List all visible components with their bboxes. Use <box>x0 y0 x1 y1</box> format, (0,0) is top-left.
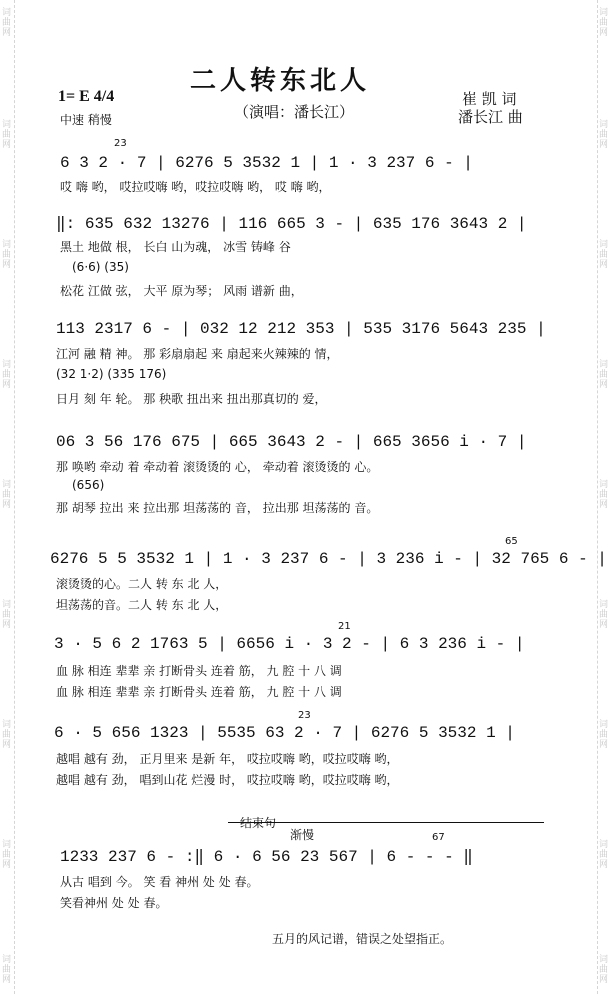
lyric-line: 坦荡荡的音。二人 转 东 北 人， <box>56 598 228 612</box>
lyric-line: 那 唤哟 牵动 着 牵动着 滚烫烫的 心， 牵动着 滚烫烫的 心。 <box>56 460 379 474</box>
grace-note: 67 <box>432 832 445 843</box>
composer-credit: 潘长江 曲 <box>458 108 523 126</box>
footer-note: 五月的风记谱，错误之处望指正。 <box>272 932 453 946</box>
watermark-right: 词曲网 <box>599 840 609 870</box>
lyricist-credit: 崔 凯 词 <box>462 90 517 108</box>
watermark-left: 词曲网 <box>2 8 12 38</box>
lyric-paren-notes: (656) <box>72 478 105 492</box>
lyric-line: 越唱 越有 劲， 唱到山花 烂漫 时， 哎拉哎嗨 哟，哎拉哎嗨 哟， <box>56 773 399 787</box>
lyric-paren-notes: (6·6) (35) <box>72 260 129 274</box>
lyric-line: 越唱 越有 劲， 正月里来 是新 年， 哎拉哎嗨 哟，哎拉哎嗨 哟， <box>56 752 399 766</box>
right-dashed-border <box>597 0 598 994</box>
notation-line: 6 3 2 · 7 | 6276 5 3532 1 | 1 · 3 237 6 - | <box>60 154 473 172</box>
grace-note: 65 <box>505 536 518 547</box>
lyric-paren-notes: (32 1·2) (335 176) <box>56 367 167 381</box>
lyric-line: 血 脉 相连 辈辈 亲 打断骨头 连着 筋， 九 腔 十 八 调 <box>56 664 342 678</box>
watermark-right: 词曲网 <box>599 955 609 985</box>
tempo-marking: 中速 稍慢 <box>60 113 112 127</box>
notation-line: 6276 5 5 3532 1 | 1 · 3 237 6 - | 3 236 i - | 32 765 6 - | <box>50 550 607 568</box>
watermark-right: 词曲网 <box>599 720 609 750</box>
lyric-line: 黑土 地做 根， 长白 山为魂， 冰雪 铸峰 谷 <box>60 240 291 254</box>
lyric-line: 江河 融 精 神。 那 彩扇扇起 来 扇起来火辣辣的 情， <box>56 347 339 361</box>
watermark-left: 词曲网 <box>2 720 12 750</box>
notation-line: 113 2317 6 - | 032 12 212 353 | 535 3176 5643 235 | <box>56 320 546 338</box>
notation-line: 6 · 5 656 1323 | 5535 63 2 · 7 | 6276 5 3532 1 | <box>54 724 515 742</box>
notation-line: ‖: 635 632 13276 | 116 665 3 - | 635 176 3643 2 | <box>56 215 527 233</box>
watermark-right: 词曲网 <box>599 600 609 630</box>
watermark-left: 词曲网 <box>2 360 12 390</box>
watermark-right: 词曲网 <box>599 120 609 150</box>
lyric-line: 松花 江做 弦， 大平 原为琴； 风雨 谱新 曲， <box>60 284 303 298</box>
lyric-line: 从古 唱到 今。 笑 看 神州 处 处 春。 <box>60 875 259 889</box>
grace-note: 21 <box>338 621 351 632</box>
lyric-line: 哎 嗨 哟， 哎拉哎嗨 哟，哎拉哎嗨 哟， 哎 嗨 哟， <box>60 180 331 194</box>
watermark-left: 词曲网 <box>2 120 12 150</box>
song-title: 二人转东北人 <box>190 66 371 96</box>
grace-note: 23 <box>114 138 127 149</box>
watermark-left: 词曲网 <box>2 840 12 870</box>
watermark-left: 词曲网 <box>2 600 12 630</box>
lyric-line: 那 胡琴 拉出 来 拉出那 坦荡荡的 音， 拉出那 坦荡荡的 音。 <box>56 501 379 515</box>
lyric-line: 笑看神州 处 处 春。 <box>60 896 168 910</box>
lyric-line: 血 脉 相连 辈辈 亲 打断骨头 连着 筋， 九 腔 十 八 调 <box>56 685 342 699</box>
notation-line: 06 3 56 176 675 | 665 3643 2 - | 665 3656 i · 7 | <box>56 433 527 451</box>
tempo-change: 渐慢 <box>290 828 315 842</box>
watermark-right: 词曲网 <box>599 480 609 510</box>
ending-label: 结束句 <box>240 816 277 830</box>
watermark-left: 词曲网 <box>2 240 12 270</box>
watermark-right: 词曲网 <box>599 240 609 270</box>
watermark-left: 词曲网 <box>2 480 12 510</box>
watermark-right: 词曲网 <box>599 8 609 38</box>
key-signature: 1= E 4/4 <box>58 88 115 105</box>
notation-line: 1233 237 6 - :‖ 6 · 6 56 23 567 | 6 - - - ‖ <box>60 848 473 866</box>
lyric-line: 日月 刻 年 轮。 那 秧歌 扭出来 扭出那真切的 爱， <box>56 392 327 406</box>
lyric-line: 滚烫烫的心。二人 转 东 北 人， <box>56 577 228 591</box>
grace-note: 23 <box>298 710 311 721</box>
left-dashed-border <box>14 0 15 994</box>
watermark-right: 词曲网 <box>599 360 609 390</box>
notation-line: 3 · 5 6 2 1763 5 | 6656 i · 3 2 - | 6 3 236 i - | <box>54 635 525 653</box>
singer-credit: （演唱：潘长江） <box>234 103 355 121</box>
watermark-left: 词曲网 <box>2 955 12 985</box>
